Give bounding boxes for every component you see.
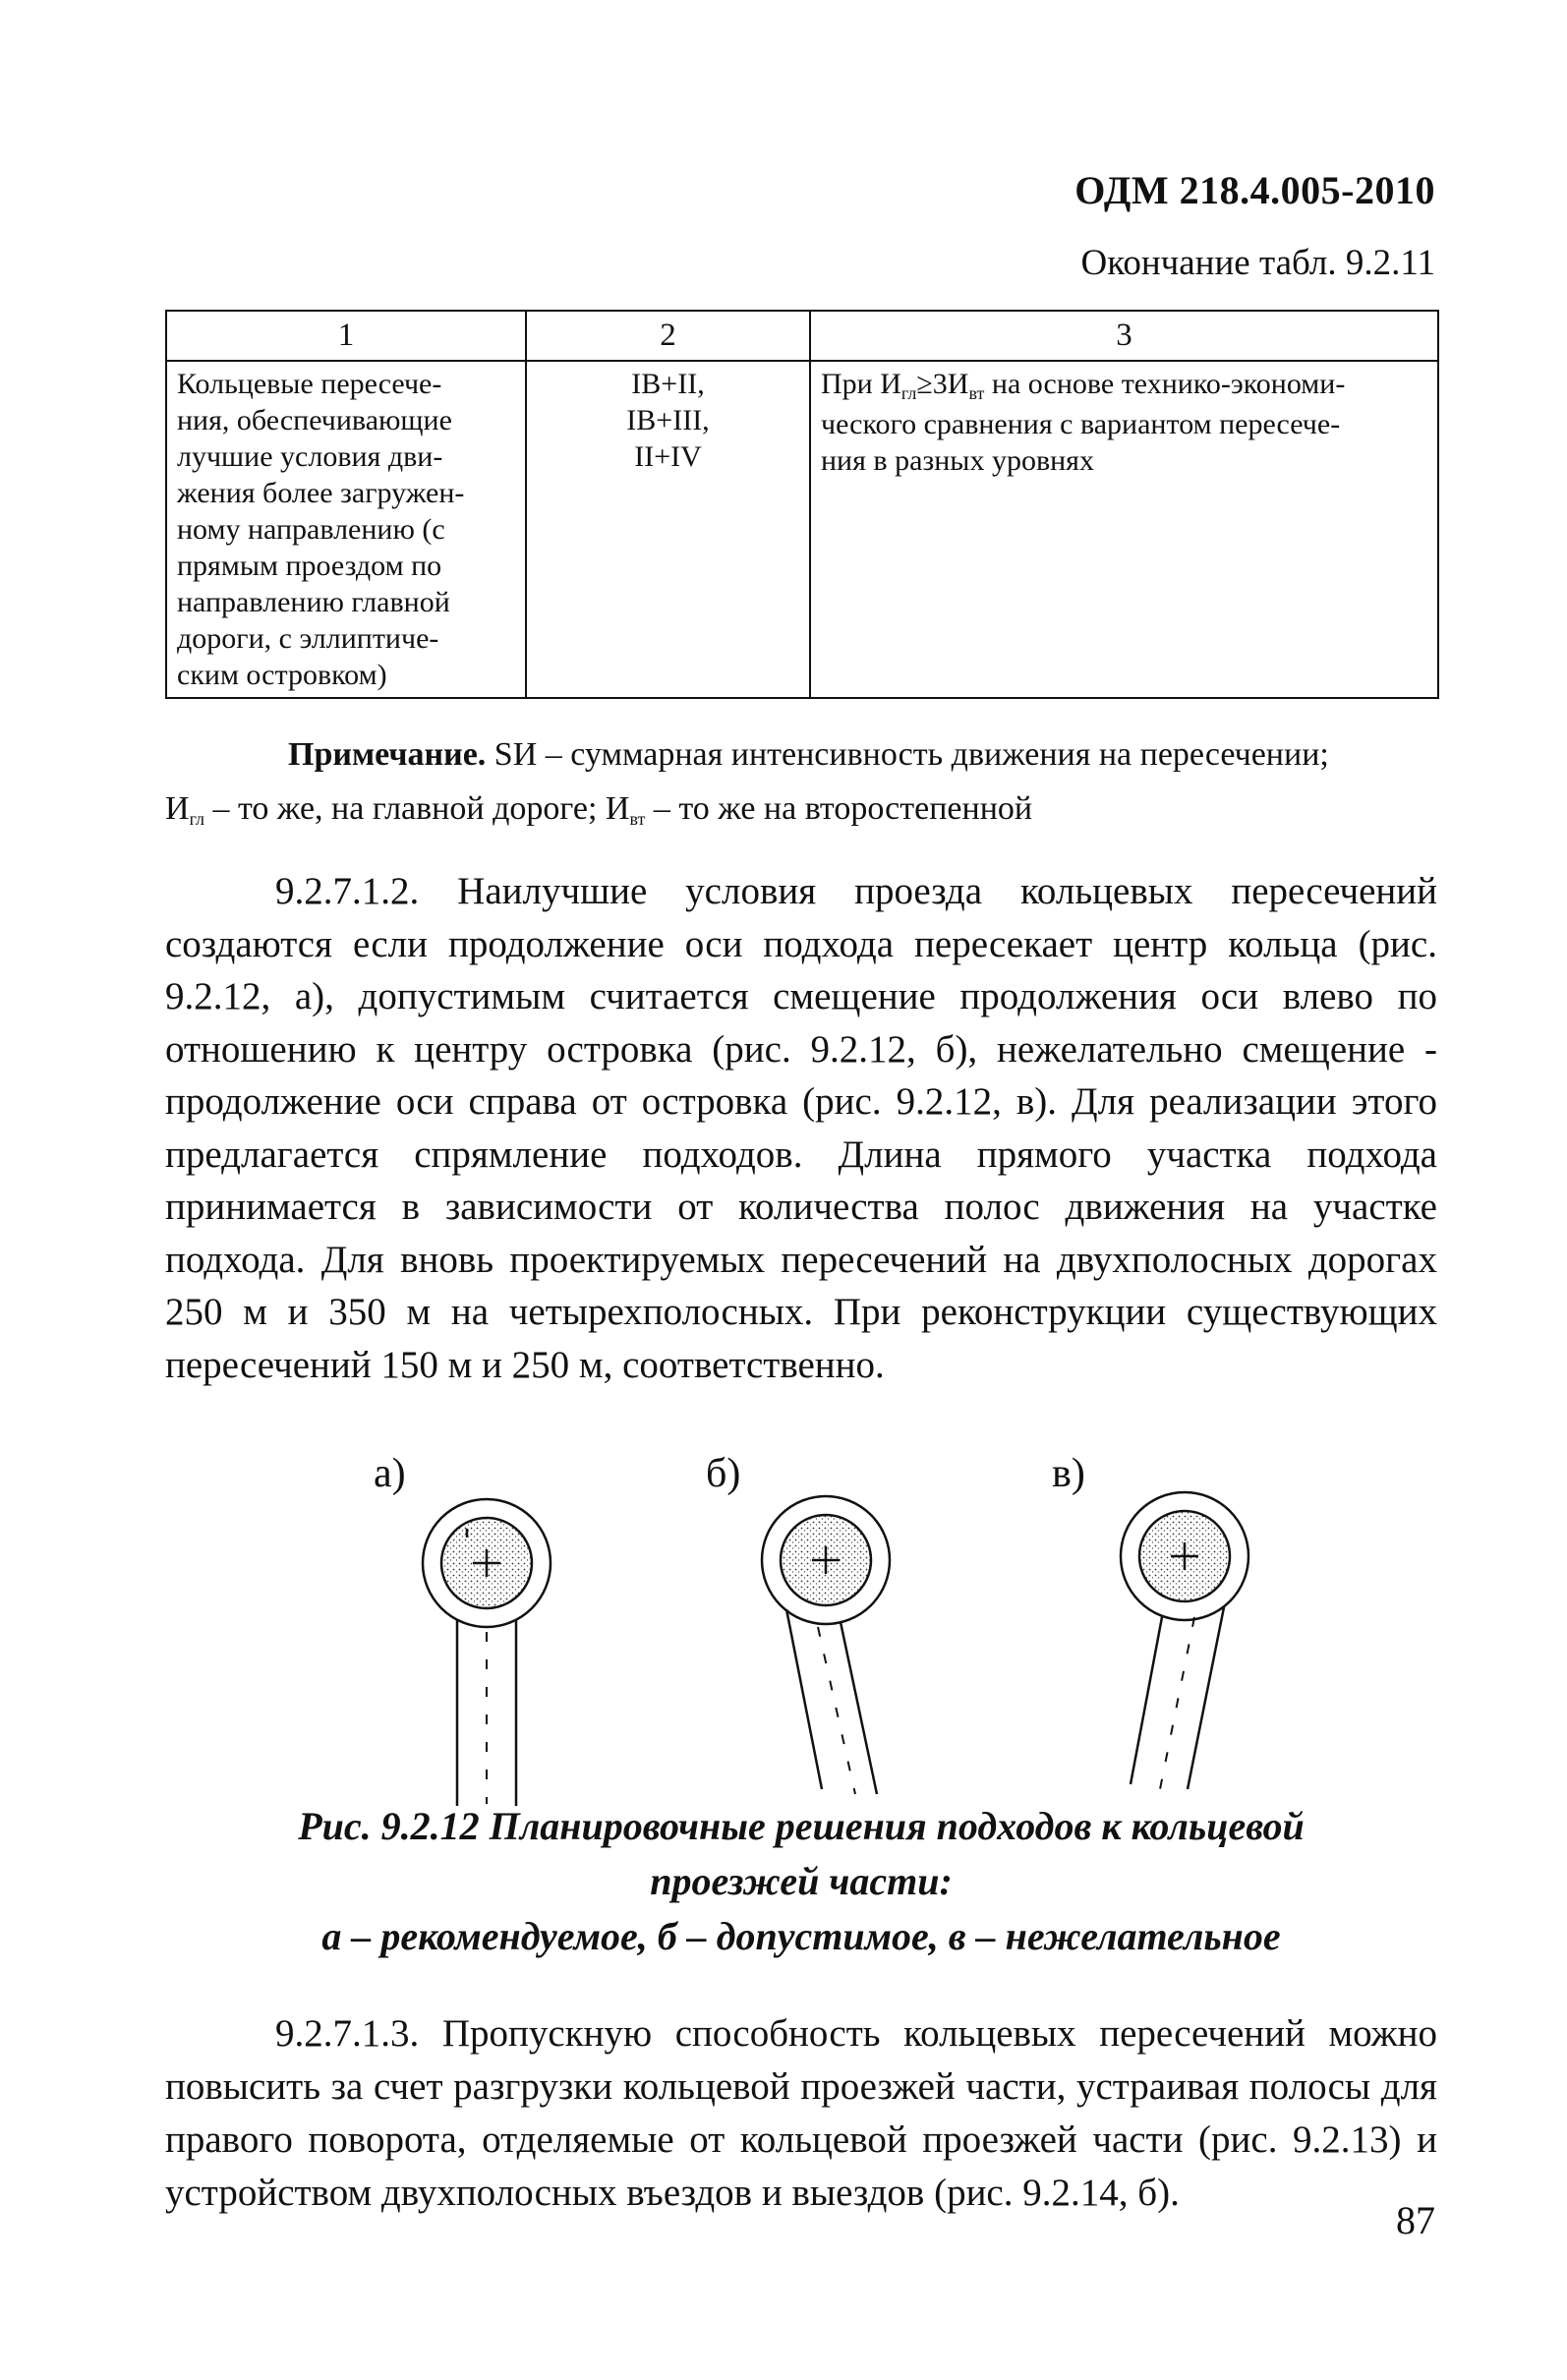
- figure-9-2-12: [334, 1450, 1317, 1814]
- paragraph-9-2-7-1-2: 9.2.7.1.2. Наилучшие условия проезда кольцевых пересечений создаются если продолжение оси подхода пересекает центр кольца (рис. 9.2.12, а), допустимым считается смещение продолжения оси влево по отношению к центру островка (рис. 9.2.12, б), нежелательно смещение - продолжение оси справа от островка (рис. 9.2.12, в). Для реализации этого предлагается спрямление подходов. Длина прямого участка подхода принимается в зависимости от количества полос движения на участке подхода. Для вновь проектируемых пересечений на двухполосных дорогах 250 м и 350 м на четырехполосных. При реконструкции существующих пересечений 150 м и 250 м, соответственно.: [165, 870, 1437, 1386]
- note-line-2: [165, 782, 1437, 841]
- paragraph-9-2-7-1-3: 9.2.7.1.3. Пропускную способность кольцевых пересечений можно повысить за счет разгрузки кольцевой проезжей части, устраивая полосы для правого поворота, отделяемые от кольцевой проезжей части (рис. 9.2.13) и устройством двухполосных въездов и выездов (рис. 9.2.14, б).: [165, 2012, 1437, 2214]
- table-header-cell: 2: [526, 311, 810, 361]
- note-text: – то же, на главной дороге; И: [204, 790, 630, 827]
- document-code: ОДМ 218.4.005-2010: [1074, 168, 1435, 212]
- subscript: вт: [629, 809, 646, 829]
- roundabout-b: [762, 1496, 890, 1794]
- roundabout-c: [1121, 1492, 1248, 1789]
- subscript: гл: [900, 383, 917, 403]
- table-header-cell: 3: [810, 311, 1438, 361]
- subscript: вт: [968, 383, 985, 403]
- note-line-1: [165, 727, 1437, 782]
- page-number: 87: [1396, 2198, 1435, 2242]
- figure-label-v: в): [1052, 1451, 1085, 1496]
- figure-label-b: б): [706, 1451, 741, 1496]
- roundabout-a: [423, 1499, 551, 1806]
- note-text: И: [165, 790, 190, 827]
- table-header-row: [166, 311, 1438, 361]
- roundabout-diagrams: [334, 1450, 1317, 1814]
- caption-line-2: проезжей части:: [650, 1859, 953, 1903]
- caption-line-3: а – рекомендуемое, б – допустимое, в – нежелательное: [321, 1914, 1281, 1958]
- table-continuation-label: Окончание табл. 9.2.11: [1080, 243, 1435, 283]
- table-note: [165, 727, 1437, 841]
- condition-text: При И: [821, 368, 901, 400]
- condition-text: на основе технико-экономи- ческого сравнения с вариантом пересече- ния в разных уровнях: [821, 368, 1346, 477]
- note-text: SИ – суммарная интенсивность движения на пересечении;: [486, 736, 1329, 773]
- subscript: гл: [189, 809, 205, 829]
- condition-text: ≥3И: [916, 368, 969, 400]
- caption-line-1: Рис. 9.2.12 Планировочные решения подходов к кольцевой: [298, 1804, 1305, 1848]
- intersection-type-cell: Кольцевые пересече- ния, обеспечивающие лучшие условия дви- жения более загружен- ному направлению (с прямым проездом по направлению главной дороги, с эллиптиче- ским островком): [166, 361, 526, 698]
- figure-label-a: а): [374, 1451, 406, 1496]
- note-text: – то же на второстепенной: [645, 790, 1033, 827]
- traffic-category-cell: IB+II, IB+III, II+IV: [526, 361, 810, 698]
- figure-caption: [165, 1799, 1437, 1964]
- condition-cell: [810, 361, 1438, 698]
- note-label: Примечание.: [288, 736, 487, 773]
- table-row: [166, 361, 1438, 698]
- criteria-table: [165, 310, 1439, 699]
- table-header-cell: 1: [166, 311, 526, 361]
